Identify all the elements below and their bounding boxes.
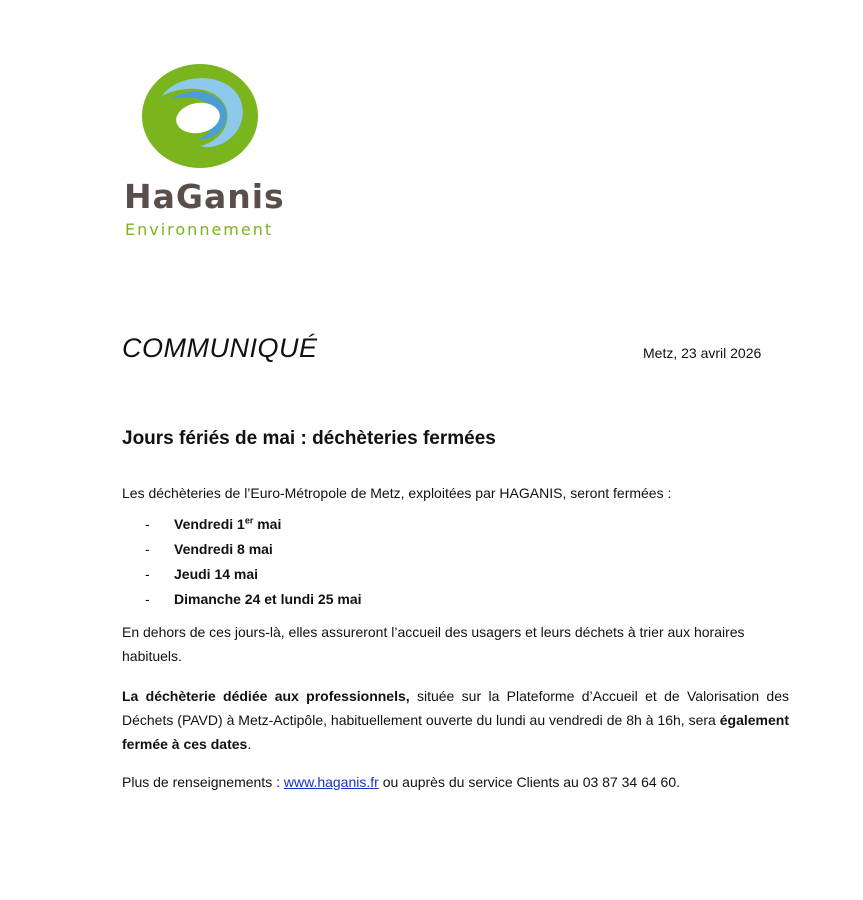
intro-paragraph: Les déchèteries de l’Euro-Métropole de Metz, exploitées par HAGANIS, seront fermées : bbox=[122, 485, 672, 501]
professionals-body: située sur la Plateforme d’Accueil et de Valorisation des Déchets (PAVD) à Metz-Actipôle, habituellement ouverte du lundi au vendredi de 8h à 16h, sera bbox=[122, 688, 790, 728]
closure-date-suffix: mai bbox=[253, 516, 282, 532]
list-dash: - bbox=[145, 516, 150, 532]
document-date: Metz, 23 avril 2026 bbox=[643, 345, 762, 361]
closure-date: Jeudi 14 mai bbox=[174, 566, 259, 582]
page-title: Jours fériés de mai : déchèteries fermées bbox=[122, 428, 496, 449]
list-dash: - bbox=[145, 591, 150, 607]
contact-paragraph bbox=[122, 770, 789, 794]
document-type: COMMUNIQUÉ bbox=[122, 333, 318, 363]
brand-tagline: Environnement bbox=[125, 220, 274, 239]
brand-name: HaGanis bbox=[124, 177, 285, 216]
hours-paragraph: En dehors de ces jours-là, elles assureront l’accueil des usagers et leurs déchets à trier aux horaires habituels. bbox=[122, 624, 745, 664]
contact-prefix: Plus de renseignements : bbox=[122, 774, 284, 790]
list-dash: - bbox=[145, 566, 150, 582]
closure-dates-list bbox=[145, 512, 362, 612]
list-dash: - bbox=[145, 541, 150, 557]
list-item bbox=[145, 587, 362, 612]
closure-date: Vendredi 1 bbox=[174, 516, 245, 532]
haganis-logo bbox=[120, 60, 300, 245]
list-item bbox=[145, 512, 362, 537]
list-item bbox=[145, 562, 362, 587]
professionals-closure: également fermée à ces dates bbox=[122, 712, 789, 752]
professionals-paragraph bbox=[122, 684, 789, 756]
closure-date: Dimanche 24 et lundi 25 mai bbox=[174, 591, 362, 607]
haganis-swirl-icon bbox=[140, 60, 260, 172]
website-link[interactable]: www.haganis.fr bbox=[283, 774, 379, 790]
list-item bbox=[145, 537, 362, 562]
ordinal-suffix: er bbox=[244, 515, 254, 526]
closure-date: Vendredi 8 mai bbox=[174, 541, 273, 557]
professionals-lead: La déchèterie dédiée aux professionnels, bbox=[122, 688, 410, 704]
contact-suffix: ou auprès du service Clients au 03 87 34 64 60. bbox=[378, 774, 681, 790]
professionals-end: . bbox=[247, 736, 252, 752]
